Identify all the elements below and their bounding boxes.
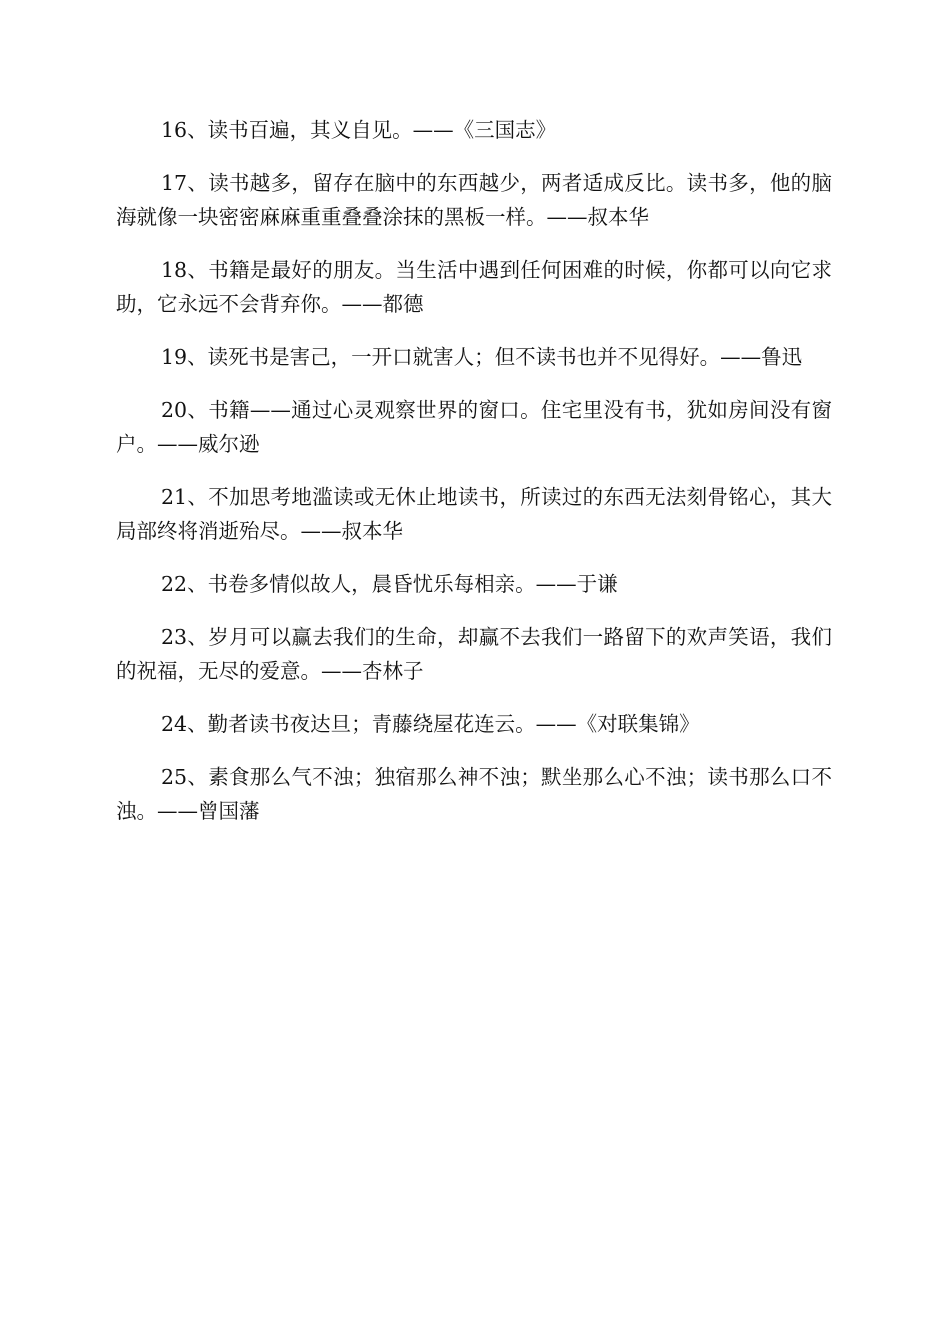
quote-paragraph-18: 18、书籍是最好的朋友。当生活中遇到任何困难的时候，你都可以向它求助，它永远不会背弃你。——都德 bbox=[116, 258, 832, 316]
quote-paragraph-20: 20、书籍——通过心灵观察世界的窗口。住宅里没有书，犹如房间没有窗户。——威尔逊 bbox=[116, 398, 832, 456]
quote-paragraph-22: 22、书卷多情似故人，晨昏忧乐每相亲。——于谦 bbox=[161, 572, 618, 596]
quote-paragraph-24: 24、勤者读书夜达旦；青藤绕屋花连云。——《对联集锦》 bbox=[161, 712, 700, 736]
quote-paragraph-21: 21、不加思考地滥读或无休止地读书，所读过的东西无法刻骨铭心，其大局部终将消逝殆尽。——叔本华 bbox=[116, 485, 832, 543]
quote-paragraph-25: 25、素食那么气不浊；独宿那么神不浊；默坐那么心不浊；读书那么口不浊。——曾国藩 bbox=[116, 765, 832, 823]
quote-list bbox=[116, 113, 832, 847]
quote-paragraph-19: 19、读死书是害己，一开口就害人；但不读书也并不见得好。——鲁迅 bbox=[161, 345, 803, 369]
quote-paragraph-16: 16、读书百遍，其义自见。——《三国志》 bbox=[161, 118, 557, 142]
quote-paragraph-23: 23、岁月可以赢去我们的生命，却赢不去我们一路留下的欢声笑语，我们的祝福，无尽的爱意。——杏林子 bbox=[116, 625, 832, 683]
quote-paragraph-17: 17、读书越多，留存在脑中的东西越少，两者适成反比。读书多，他的脑海就像一块密密麻麻重重叠叠涂抹的黑板一样。——叔本华 bbox=[116, 171, 832, 229]
